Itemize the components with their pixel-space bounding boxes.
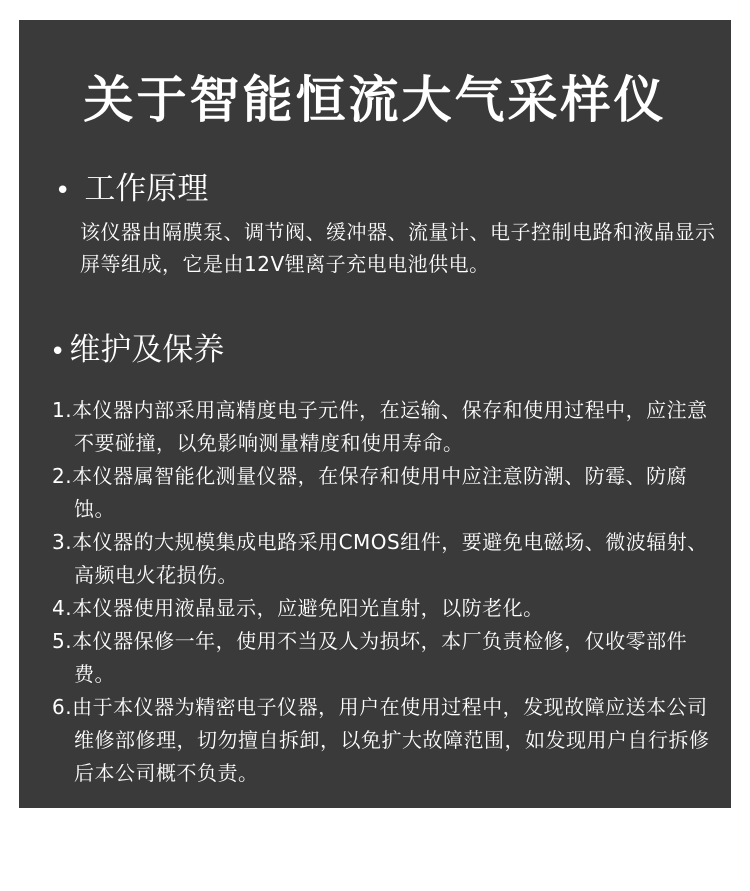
- working-principle-paragraph: 该仪器由隔膜泵、调节阀、缓冲器、流量计、电子控制电路和液晶显示屏等组成，它是由12V锂离子充电电池供电。: [80, 220, 716, 276]
- list-item: 4.本仪器使用液晶显示，应避免阳光直射，以防老化。: [52, 596, 544, 620]
- section-heading-text: 工作原理: [84, 171, 209, 207]
- bullet-icon: •: [50, 337, 66, 367]
- maintenance-list: [52, 394, 722, 790]
- info-panel: [19, 20, 731, 808]
- bullet-icon: •: [55, 176, 71, 206]
- list-item: 1.本仪器内部采用高精度电子元件，在运输、保存和使用过程中，应注意不要碰撞，以免影响测量精度和使用寿命。: [52, 398, 708, 455]
- list-item: 5.本仪器保修一年，使用不当及人为损坏，本厂负责检修，仅收零部件费。: [52, 629, 688, 686]
- section-heading-maintenance: [50, 330, 224, 372]
- list-item: 2.本仪器属智能化测量仪器，在保存和使用中应注意防潮、防霉、防腐蚀。: [52, 464, 688, 521]
- section-heading-working-principle: [55, 169, 208, 211]
- section-heading-text: 维护及保养: [69, 332, 225, 368]
- page-title: 关于智能恒流大气采样仪: [83, 71, 667, 129]
- list-item: 3.本仪器的大规模集成电路采用CMOS组件，要避免电磁场、微波辐射、高频电火花损伤。: [52, 530, 708, 587]
- list-item: 6.由于本仪器为精密电子仪器，用户在使用过程中，发现故障应送本公司维修部修理，切勿擅自拆卸，以免扩大故障范围，如发现用户自行拆修后本公司概不负责。: [52, 695, 710, 785]
